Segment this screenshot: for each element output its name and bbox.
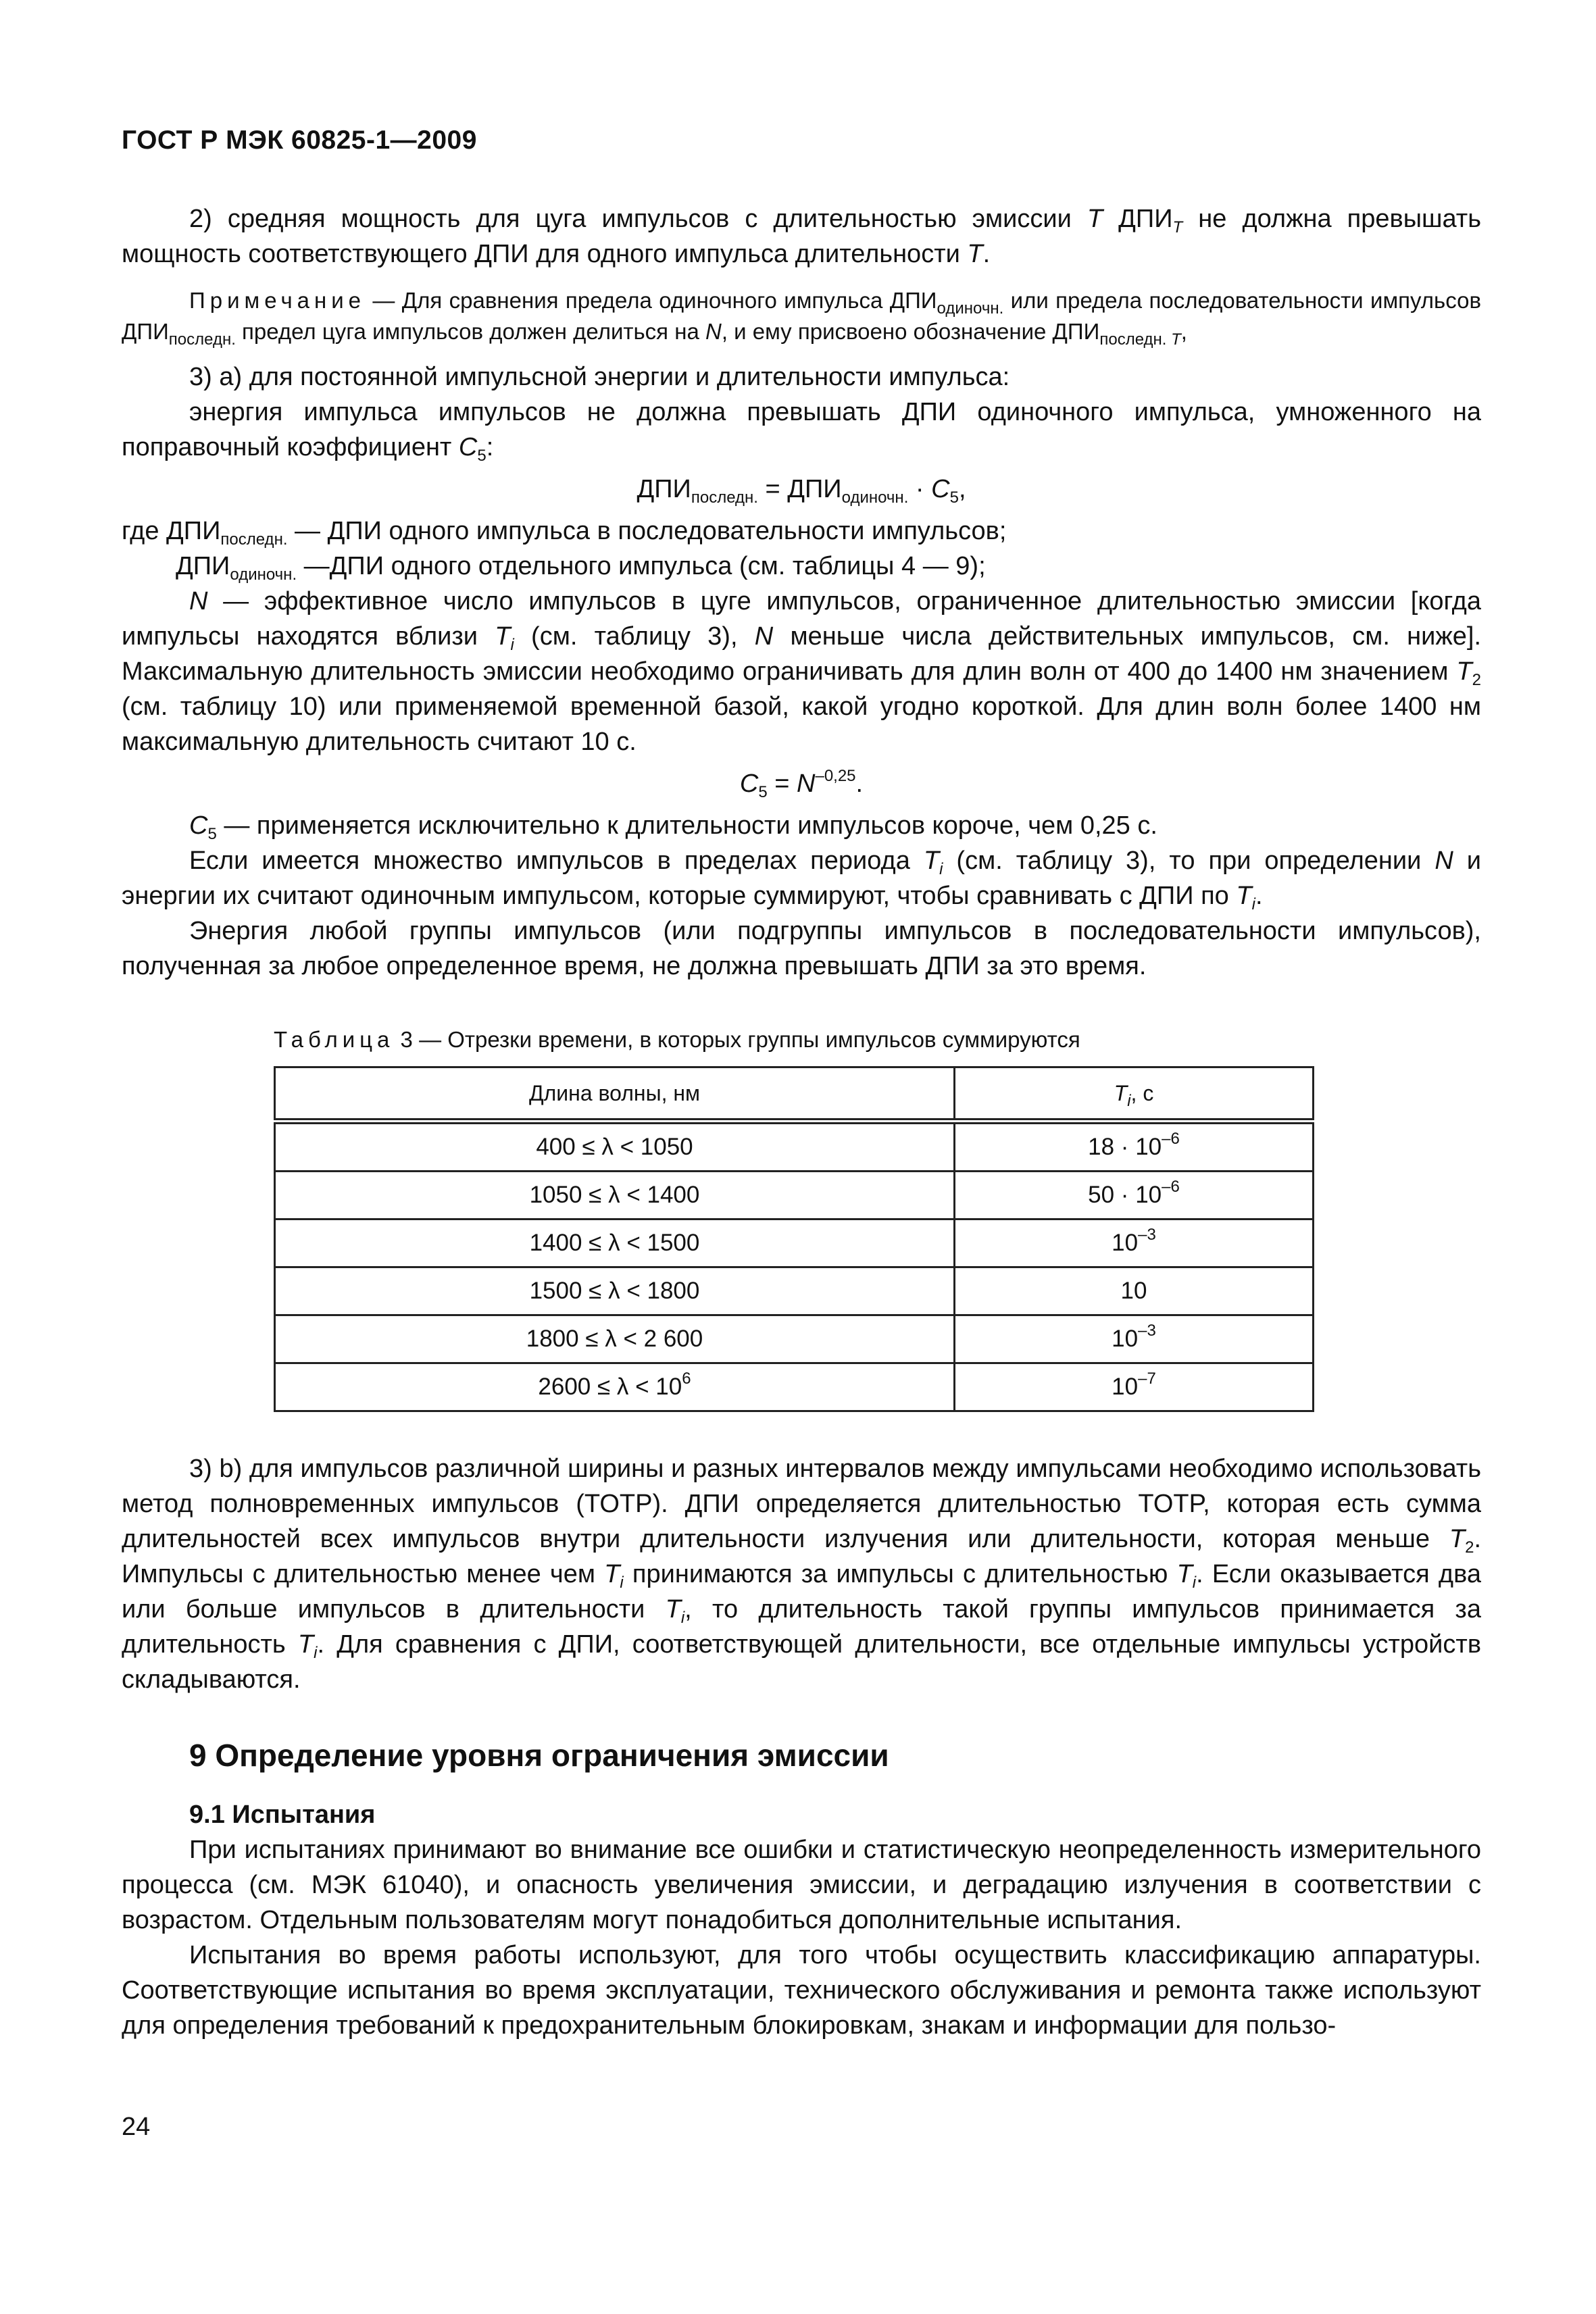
cell-wavelength: 1050 ≤ λ < 1400 — [275, 1172, 955, 1219]
table-row — [275, 1172, 1314, 1219]
paragraph-9-1-a: При испытаниях принимают во внимание все ошибки и статистическую неопределенность измерительного процесса (см. МЭК 61040), и опасность увеличения эмиссии, и деградацию излучения в соответствии с возрастом. Отдельным пользователям могут понадобиться дополнительные испытания. — [122, 1836, 1481, 1934]
cell-wavelength: 400 ≤ λ < 1050 — [275, 1122, 955, 1172]
cell-time: 10 — [954, 1267, 1313, 1315]
cell-wavelength: 1500 ≤ λ < 1800 — [275, 1267, 955, 1315]
page-content — [122, 201, 1481, 2043]
paragraph-n-definition: N — эффективное число импульсов в цуге импульсов, ограниченное длительностью эмиссии [когда импульсы находятся вблизи $T_i$ (см. таблицу 3), N меньше числа действительных импульсов, см. ниже]. Максимальную длительность эмиссии необходимо ограничивать для длин волн от 400 до 1400 нм значением $T_2$ (см. таблицу 10) или применяемой временной базой, какой угодно короткой. Для длин волн более 1400 нм максимальную длительность считают 10 с. — [122, 587, 1482, 756]
page-number: 24 — [122, 2113, 151, 2141]
cell-wavelength: 1800 ≤ λ < 2 600 — [275, 1315, 955, 1363]
paragraph-9-1-b: Испытания во время работы используют, для того чтобы осуществить классификацию аппаратуры. Соответствующие испытания во время эксплуатации, технического обслуживания и ремонта также используют для определения требований к предохранительным блокировкам, знакам и информации для пользо- — [122, 1941, 1481, 2040]
cell-time: $10^{-7}$ — [954, 1363, 1313, 1411]
note: Примечание — Для сравнения предела одиночного импульса $ДПИ_{одиночн.}$ или предела последовательности импульсов $ДПИ_{последн.}$ предел цуга импульсов должен делиться на N, и ему присвоено обозначение $ДПИ_{последн. T}$, — [122, 288, 1481, 349]
paragraph-3a-text: энергия импульса импульсов не должна превышать ДПИ одиночного импульса, умноженного на поправочный коэффициент $C_5$: — [122, 398, 1481, 465]
note-label: Примечание — [189, 288, 366, 313]
section-9-heading: 9 Определение уровня ограничения эмиссии — [189, 1738, 889, 1773]
table-caption: Таблица 3 — Отрезки времени, в которых группы импульсов суммируются — [274, 1027, 1080, 1052]
column-header-time: $T_i$, с — [954, 1067, 1313, 1122]
table-row — [275, 1315, 1314, 1363]
column-header-wavelength: Длина волны, нм — [275, 1067, 955, 1122]
paragraph-2: 2) средняя мощность для цуга импульсов с длительностью эмиссии T $ДПИ_T$ не должна превышать мощность соответствующего ДПИ для одного импульса длительности T. — [122, 205, 1482, 268]
formula-c5: $C_5 = N^{-0,25}$. — [739, 767, 864, 801]
table-3 — [274, 1066, 1314, 1412]
paragraph-c5: $C_5$ — применяется исключительно к длительности импульсов короче, чем 0,25 с. — [189, 811, 1157, 843]
cell-time: $18 \cdot 10^{-6}$ — [954, 1122, 1313, 1172]
paragraph-3a-heading: 3) a) для постоянной импульсной энергии и длительности импульса: — [189, 363, 1010, 391]
paragraph-many-pulses: Если имеется множество импульсов в пределах периода $T_i$ (см. таблицу 3), то при определении N и энергии их считают одиночным импульсом, которые суммируют, чтобы сравнивать с ДПИ по $T_i$. — [122, 847, 1481, 913]
formula-mpe-sequence: $ДПИ_{последн.} = ДПИ_{одиночн.} \cdot C_5$, — [637, 475, 966, 507]
table-row — [275, 1363, 1314, 1411]
where-line-2: $ДПИ_{одиночн.}$ —ДПИ одного отдельного импульса (см. таблицы 4 — 9); — [176, 552, 986, 584]
table-header-row — [275, 1067, 1314, 1122]
table-row — [275, 1219, 1314, 1267]
cell-wavelength: $2600 \le \lambda < 10^6$ — [275, 1363, 955, 1411]
cell-wavelength: 1400 ≤ λ < 1500 — [275, 1219, 955, 1267]
subsection-9-1-heading: 9.1 Испытания — [189, 1801, 376, 1829]
cell-time: $10^{-3}$ — [954, 1219, 1313, 1267]
table-row — [275, 1267, 1314, 1315]
cell-time: $10^{-3}$ — [954, 1315, 1313, 1363]
where-line-1: где $ДПИ_{последн.}$ — ДПИ одного импульса в последовательности импульсов; — [122, 517, 1007, 549]
page-header: ГОСТ Р МЭК 60825-1—2009 — [122, 126, 477, 155]
paragraph-group-energy: Энергия любой группы импульсов (или подгруппы импульсов в последовательности импульсов), полученная за любое определенное время, не должна превышать ДПИ за это время. — [122, 917, 1481, 980]
table-row — [275, 1122, 1314, 1172]
cell-time: $50 \cdot 10^{-6}$ — [954, 1172, 1313, 1219]
paragraph-3b: 3) b) для импульсов различной ширины и разных интервалов между импульсами необходимо использовать метод полновременных импульсов (TOTP). ДПИ определяется длительностью TOTP, которая есть сумма длительностей всех импульсов внутри длительности излучения или длительности, которая меньше $T_2$. Импульсы с длительностью менее чем $T_i$ принимаются за импульсы с длительностью $T_i$. Если оказывается два или больше импульсов в длительности $T_i$, то длительность такой группы импульсов принимается за длительность $T_i$. Для сравнения с ДПИ, соответствующей длительности, все отдельные импульсы устройств складываются. — [122, 1455, 1482, 1694]
